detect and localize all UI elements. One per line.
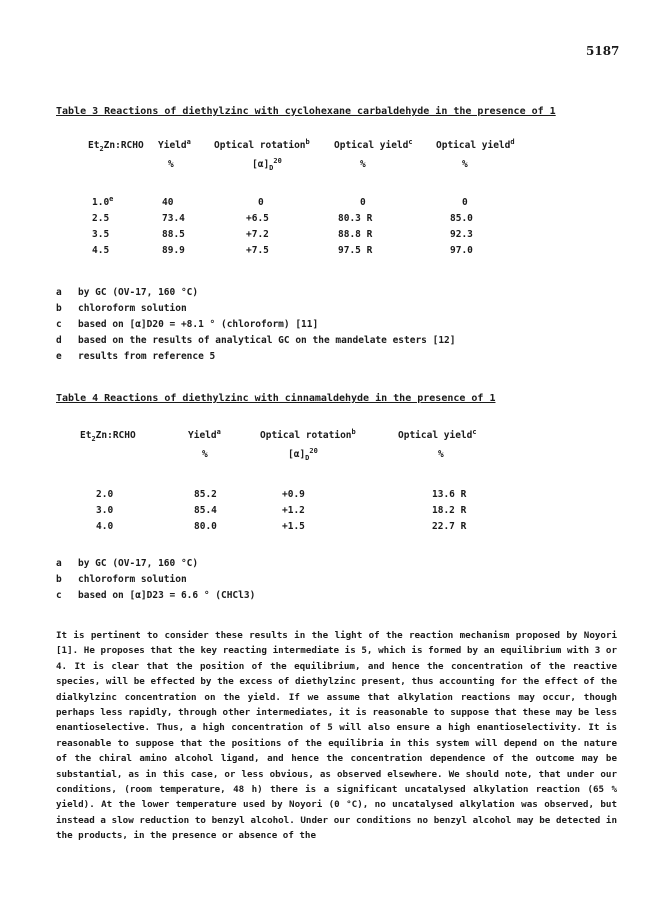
footnote: b chloroform solution <box>56 574 187 585</box>
table4-header-row <box>80 430 518 446</box>
table4-cell-optical-yield: 18.2 R <box>432 504 467 516</box>
table3-cell-optical-yield-c: 88.8 R <box>338 228 373 240</box>
footnote: a by GC (OV-17, 160 °C) <box>56 287 199 298</box>
footnote: e results from reference 5 <box>56 351 216 362</box>
table4-unit-optical-yield: % <box>438 448 444 460</box>
table4-cell-ratio: 3.0 <box>96 504 114 516</box>
table3-cell-optical-yield-c: 0 <box>360 196 366 208</box>
table3-cell-rotation: 0 <box>258 196 264 208</box>
table3-cell-optical-yield-c: 80.3 R <box>338 212 373 224</box>
table4-caption: Table 4 Reactions of diethylzinc with cinnamaldehyde in the presence of 1 <box>56 393 496 404</box>
table4-unit-yield: % <box>202 448 208 460</box>
table3-cell-yield: 89.9 <box>162 244 185 256</box>
table-row <box>80 502 518 518</box>
table4-cell-ratio: 2.0 <box>96 488 114 500</box>
table4-cell-yield: 85.4 <box>194 504 217 516</box>
table3-cell-rotation: +7.2 <box>246 228 269 240</box>
table4-unit-row <box>80 446 518 462</box>
table3-cell-optical-yield-c: 97.5 R <box>338 244 373 256</box>
table3-unit-yield: % <box>168 158 174 170</box>
table3-header-ratio: $Et_2Zn:RCHO$ <box>88 140 144 153</box>
body-paragraph: It is pertinent to consider these results in the light of the reaction mechanism proposed by Noyori [1]. He proposes that the key reacting intermediate is 5, which is formed by an equilibrium with 3 or 4. It is clear that the position of the equilibrium, and hence the concentration of the reactive species, will be effected by the excess of diethylzinc present, thus accounting for the effect of the dialkylzinc concentration on the yield. If we assume that alkylation reactions may occur, though perhaps less rapidly, through other intermediates, it is reasonable to suppose that these may be less enantioselective. Thus, a high concentration of 5 will also ensure a high enantioselectivity. It is reasonable to suppose that the positions of the equilibria in this system will depend on the nature of the chiral amino alcohol ligand, and hence the concentration dependence of the outcome may be substantial, as in this case, or less obvious, as observed elsewhere. We should note, that under our conditions, (room temperature, 48 h) there is a significant uncatalysed alkylation reaction (65 % yield). At the lower temperature used by Noyori (0 °C), no uncatalysed alkylation was observed, but instead a slow reduction to benzyl alcohol. Under our conditions no benzyl alcohol may be detected in the products, in the presence or absence of the <box>56 630 617 842</box>
table3-cell-ratio: 3.5 <box>92 228 110 240</box>
table3-cell-ratio: 2.5 <box>92 212 110 224</box>
page-number: 5187 <box>586 44 620 58</box>
table-row <box>88 242 526 258</box>
table4-cell-optical-yield: 13.6 R <box>432 488 467 500</box>
table4-cell-rotation: +1.5 <box>282 520 305 532</box>
table3-unit-row <box>88 156 526 172</box>
table-row <box>80 486 518 502</box>
table3-cell-optical-yield-d: 97.0 <box>450 244 473 256</box>
table3-cell-yield: 73.4 <box>162 212 185 224</box>
table4-unit-rotation: $[\alpha]_D^{20}$ <box>288 446 318 462</box>
table3-unit-rotation: $[\alpha]_D^{20}$ <box>252 156 282 172</box>
table3-cell-rotation: +7.5 <box>246 244 269 256</box>
table3-cell-optical-yield-d: 92.3 <box>450 228 473 240</box>
table3-cell-optical-yield-d: 0 <box>462 196 468 208</box>
table3-header-optical-yield-d: Optical yield$^d$ <box>436 137 515 151</box>
table3-unit-optical-yield-c: % <box>360 158 366 170</box>
footnote: c based on [α]D23 = 6.6 ° (CHCl3) <box>56 590 256 601</box>
table4-cell-ratio: 4.0 <box>96 520 114 532</box>
table4-cell-yield: 85.2 <box>194 488 217 500</box>
table-row <box>88 226 526 242</box>
footnote: c based on [α]D20 = +8.1 ° (chloroform) [11] <box>56 319 319 330</box>
table3-header-row <box>88 140 526 156</box>
table3-header-yield: Yield$^a$ <box>158 137 191 151</box>
table4-cell-optical-yield: 22.7 R <box>432 520 467 532</box>
table4-cell-rotation: +1.2 <box>282 504 305 516</box>
table4-cell-yield: 80.0 <box>194 520 217 532</box>
table3-footnotes <box>56 287 456 367</box>
table-row <box>88 210 526 226</box>
table4-header-optical-yield: Optical yield$^c$ <box>398 427 477 441</box>
table-row <box>80 518 518 534</box>
table3-cell-yield: 88.5 <box>162 228 185 240</box>
table3-cell-ratio: 1.0e <box>92 194 114 208</box>
table3-header-optical-yield-c: Optical yield$^c$ <box>334 137 413 151</box>
footnote: d based on the results of analytical GC on the mandelate esters [12] <box>56 335 456 346</box>
table4-cell-rotation: +0.9 <box>282 488 305 500</box>
footnote: a by GC (OV-17, 160 °C) <box>56 558 199 569</box>
table3-unit-optical-yield-d: % <box>462 158 468 170</box>
table4-header-yield: Yield$^a$ <box>188 427 221 441</box>
table4-footnotes <box>56 558 255 606</box>
table3-cell-yield: 40 <box>162 196 174 208</box>
table3-header-rotation: Optical rotation$^b$ <box>214 137 310 151</box>
footnote: b chloroform solution <box>56 303 187 314</box>
table3-caption: Table 3 Reactions of diethylzinc with cyclohexane carbaldehyde in the presence of 1 <box>56 106 556 117</box>
table4-header-rotation: Optical rotation$^b$ <box>260 427 356 441</box>
table3-cell-rotation: +6.5 <box>246 212 269 224</box>
table3 <box>88 137 526 258</box>
table-row <box>88 194 526 210</box>
table4 <box>80 427 518 534</box>
table3-cell-optical-yield-d: 85.0 <box>450 212 473 224</box>
table4-header-ratio: $Et_2Zn:RCHO$ <box>80 430 136 443</box>
table3-cell-ratio: 4.5 <box>92 244 110 256</box>
